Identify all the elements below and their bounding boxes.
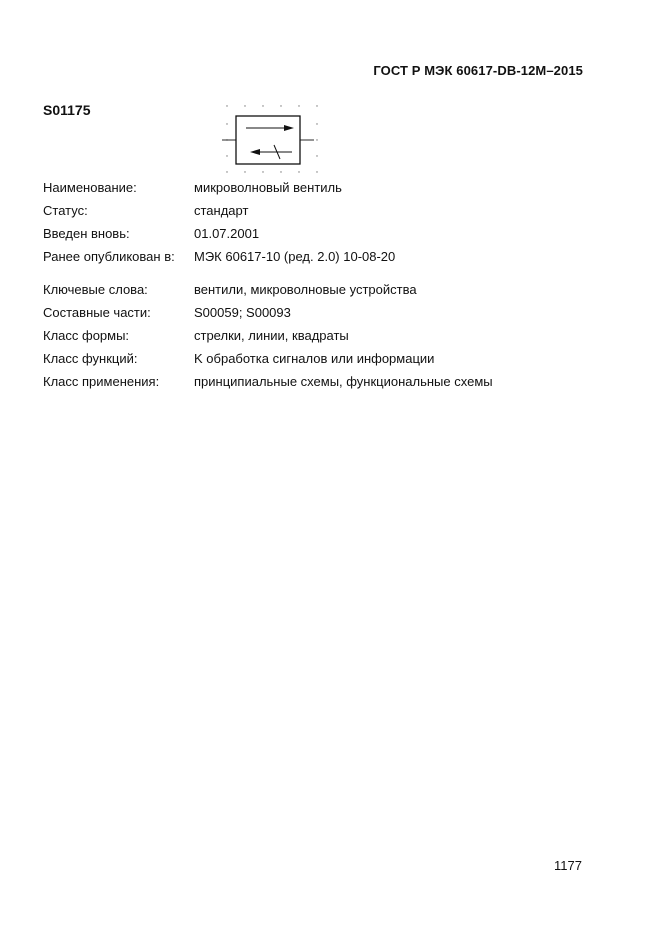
property-label: Статус: [43, 203, 88, 218]
forward-arrow-head [284, 125, 294, 131]
property-label: Составные части: [43, 305, 151, 320]
property-value: K обработка сигналов или информации [194, 351, 435, 366]
property-value: микроволновый вентиль [194, 180, 342, 195]
property-value: принципиальные схемы, функциональные схемы [194, 374, 493, 389]
document-code: ГОСТ Р МЭК 60617-DB-12M–2015 [373, 63, 583, 78]
symbol-square [236, 116, 300, 164]
property-value: стрелки, линии, квадраты [194, 328, 349, 343]
microwave-isolator-symbol-icon [222, 100, 322, 178]
page-number: 1177 [554, 858, 582, 873]
property-label: Класс функций: [43, 351, 138, 366]
property-label: Класс применения: [43, 374, 160, 389]
property-value: стандарт [194, 203, 249, 218]
property-label: Введен вновь: [43, 226, 130, 241]
property-value: вентили, микроволновые устройства [194, 282, 417, 297]
property-value: 01.07.2001 [194, 226, 260, 241]
property-label: Наименование: [43, 180, 137, 195]
property-label: Ранее опубликован в: [43, 249, 175, 264]
reverse-arrow-head [250, 149, 260, 155]
property-label: Ключевые слова: [43, 282, 148, 297]
property-label: Класс формы: [43, 328, 130, 343]
symbol-id: S01175 [43, 102, 91, 118]
property-value: МЭК 60617-10 (ред. 2.0) 10-08-20 [194, 249, 396, 264]
property-value: S00059; S00093 [194, 305, 291, 320]
